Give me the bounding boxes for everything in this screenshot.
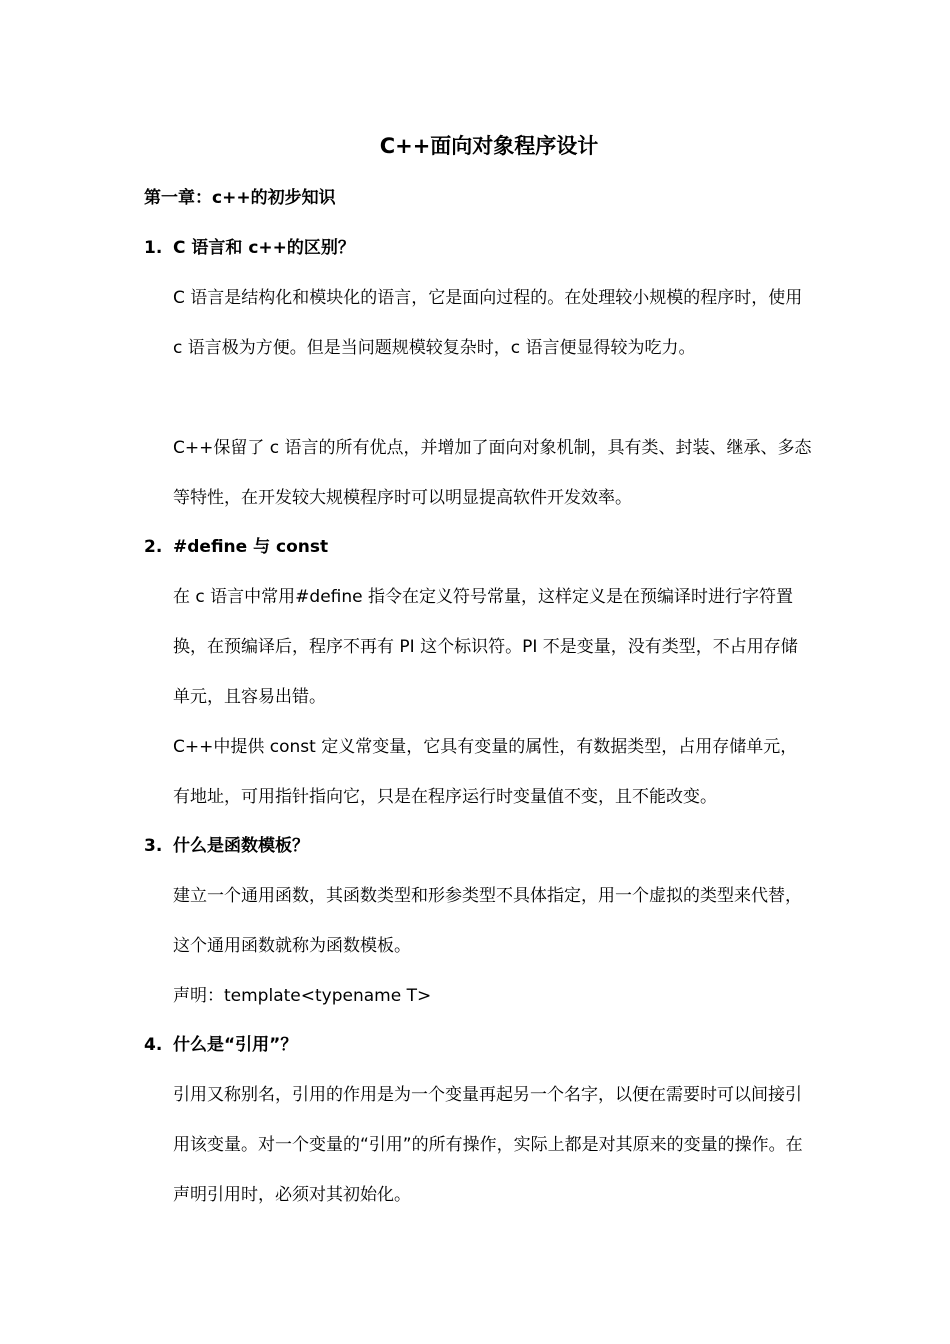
section-title: 什么是“引用”？ [173,1035,298,1055]
paragraph: 建立一个通用函数，其函数类型和形参类型不具体指定，用一个虚拟的类型来代替，这个通用函数就称为函数模板。 [173,886,802,956]
document-title: C++面向对象程序设计 [379,134,599,158]
section-heading [144,234,355,262]
section-number: 2. [144,537,163,557]
section-title: #define 与 const [173,537,329,557]
paragraph: C 语言是结构化和模块化的语言，它是面向过程的。在处理较小规模的程序时，使用 c 语言极为方便。但是当问题规模较复杂时，c 语言便显得较为吃力。 [173,288,803,358]
section-heading [144,533,328,561]
paragraph: C++保留了 c 语言的所有优点，并增加了面向对象机制，具有类、封装、继承、多态等特性，在开发较大规模程序时可以明显提高软件开发效率。 [173,438,812,508]
chapter-heading: 第一章：c++的初步知识 [144,188,336,208]
section-title: 什么是函数模板？ [173,836,309,856]
paragraph: C++中提供 const 定义常变量，它具有变量的属性，有数据类型，占用存储单元，有地址，可用指针指向它，只是在程序运行时变量值不变，且不能改变。 [173,737,798,807]
section-number: 1. [144,238,163,258]
paragraph: 声明：template<typename T> [173,986,432,1006]
section-number: 3. [144,836,163,856]
section-number: 4. [144,1035,163,1055]
section-title: C 语言和 c++的区别？ [173,238,355,258]
paragraph: 在 c 语言中常用#define 指令在定义符号常量，这样定义是在预编译时进行字符置换，在预编译后，程序不再有 PI 这个标识符。PI 不是变量，没有类型，不占用存储单元，且容易出错。 [173,587,798,707]
section-heading [144,1031,297,1059]
paragraph: 引用又称别名，引用的作用是为一个变量再起另一个名字，以便在需要时可以间接引用该变量。对一个变量的“引用”的所有操作，实际上都是对其原来的变量的操作。在声明引用时，必须对其初始化。 [173,1085,803,1205]
section-heading [144,832,309,860]
